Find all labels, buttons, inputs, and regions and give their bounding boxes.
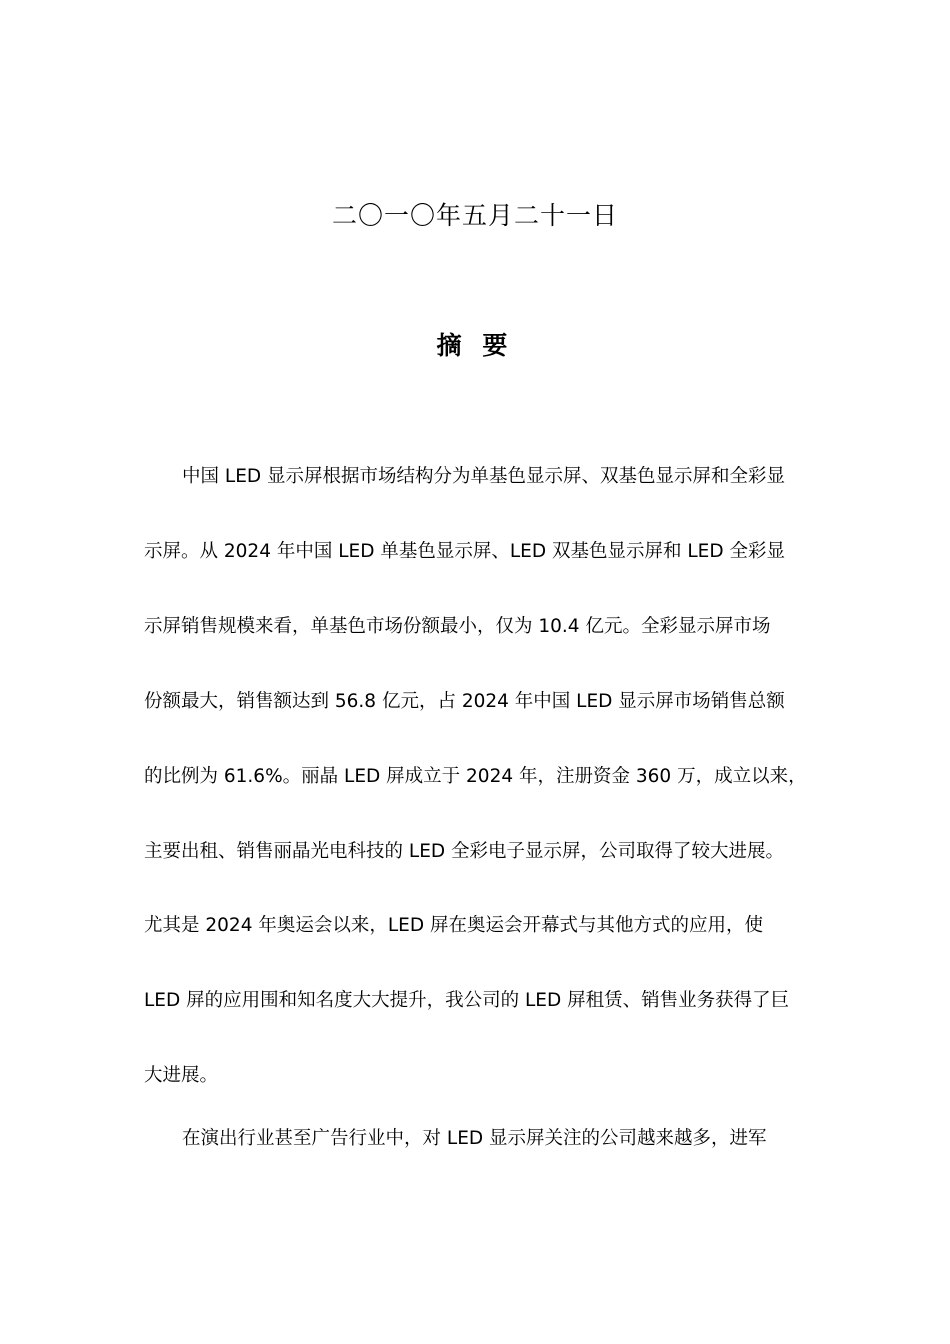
- paragraph-1-line-9: 大进展。: [144, 1065, 219, 1086]
- document-date: 二〇一〇年五月二十一日: [331, 201, 618, 230]
- paragraph-1-line-3: 示屏销售规模来看，单基色市场份额最小，仅为 10.4 亿元。全彩显示屏市场: [144, 616, 771, 637]
- paragraph-1-line-1: 中国 LED 显示屏根据市场结构分为单基色显示屏、双基色显示屏和全彩显: [182, 466, 786, 487]
- paragraph-1-line-6: 主要出租、销售丽晶光电科技的 LED 全彩电子显示屏，公司取得了较大进展。: [144, 841, 785, 862]
- paragraph-1-line-2: 示屏。从 2024 年中国 LED 单基色显示屏、LED 双基色显示屏和 LED 全彩显: [144, 541, 785, 562]
- abstract-heading: 摘 要: [436, 331, 514, 360]
- paragraph-1-line-8: LED 屏的应用围和知名度大大提升，我公司的 LED 屏租赁、销售业务获得了巨: [144, 990, 790, 1011]
- paragraph-1-line-4: 份额最大，销售额达到 56.8 亿元，占 2024 年中国 LED 显示屏市场销售总额: [144, 691, 785, 712]
- paragraph-1-line-5: 的比例为 61.6%。丽晶 LED 屏成立于 2024 年，注册资金 360 万，成立以来，: [144, 766, 807, 787]
- paragraph-2-line-1: 在演出行业甚至广告行业中，对 LED 显示屏关注的公司越来越多，进军: [182, 1128, 767, 1149]
- paragraph-1-line-7: 尤其是 2024 年奥运会以来，LED 屏在奥运会开幕式与其他方式的应用，使: [144, 915, 763, 936]
